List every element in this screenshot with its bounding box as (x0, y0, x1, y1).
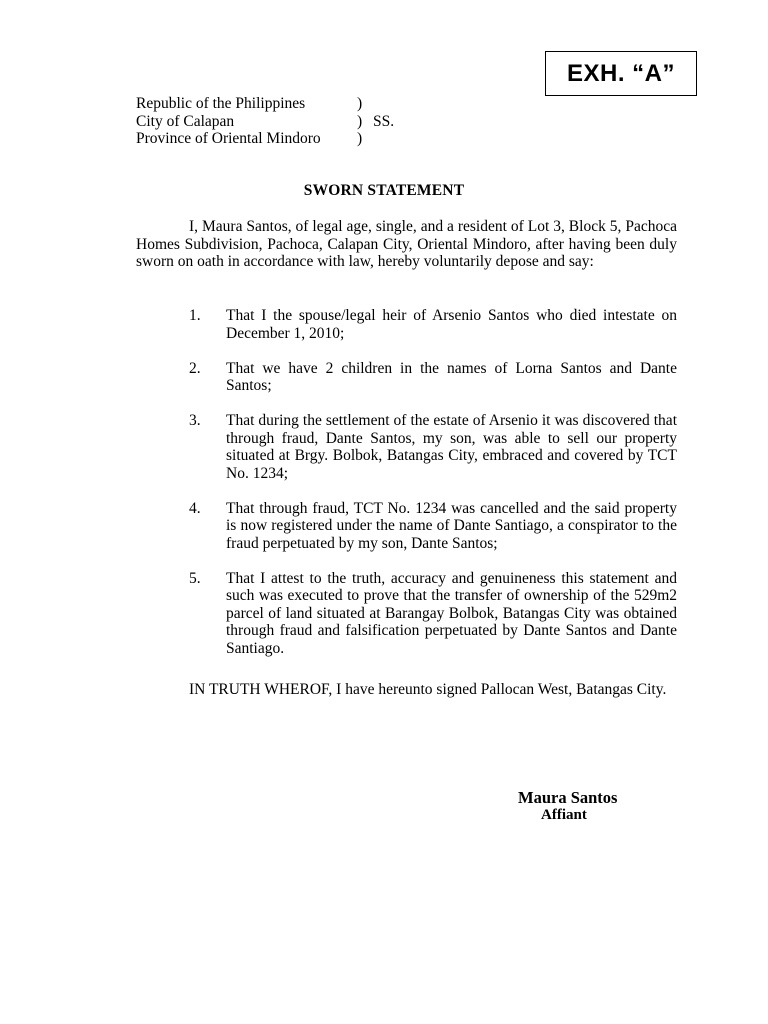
item-number: 5. (189, 569, 201, 587)
venue-place: City of Calapan (136, 112, 235, 130)
venue-row-republic (136, 95, 394, 113)
signatory-title: Affiant (541, 807, 587, 823)
item-text: That we have 2 children in the names of Lorna Santos and Dante Santos; (226, 359, 677, 394)
venue-block (136, 95, 394, 148)
item-number: 1. (189, 307, 201, 324)
venue-ss: SS. (373, 112, 395, 130)
exhibit-label: EXH. “A” (566, 59, 675, 87)
intro-paragraph: I, Maura Santos, of legal age, single, and a resident of Lot 3, Block 5, Pachoca Homes Subdivision, Pachoca, Calapan City, Oriental Mindoro, after having been duly sworn on oath in accordance with law, hereby voluntarily depose and say: (136, 218, 677, 270)
closing-paragraph: IN TRUTH WHEROF, I have hereunto signed Pallocan West, Batangas City. (189, 681, 667, 698)
list-item (136, 570, 677, 658)
statement-list (136, 307, 677, 675)
venue-paren: ) (357, 95, 363, 112)
list-item (136, 412, 677, 482)
item-text: That during the settlement of the estate of Arsenio it was discovered that through fraud, Dante Santos, my son, was able to sell our property situated at Brgy. Bolbok, Batangas City, embraced and covered by TCT No. 1234; (226, 412, 677, 482)
item-number: 2. (189, 359, 201, 377)
exhibit-label-box (545, 51, 697, 96)
document-title: SWORN STATEMENT (303, 182, 465, 199)
venue-row-city (136, 113, 394, 131)
venue-place: Republic of the Philippines (136, 95, 306, 112)
venue-row-province (136, 130, 394, 148)
signatory-name: Maura Santos (518, 788, 618, 807)
list-item (136, 500, 677, 553)
venue-paren: ) (357, 130, 363, 147)
item-number: 3. (189, 412, 201, 429)
venue-paren: ) (357, 112, 363, 130)
item-text: That through fraud, TCT No. 1234 was cancelled and the said property is now registered under the name of Dante Santiago, a conspirator to the fraud perpetuated by my son, Dante Santos; (226, 499, 677, 552)
item-text: That I the spouse/legal heir of Arsenio Santos who died intestate on December 1, 2010; (226, 307, 677, 342)
list-item (136, 307, 677, 342)
item-number: 4. (189, 499, 201, 517)
list-item (136, 360, 677, 395)
item-text: That I attest to the truth, accuracy and genuineness this statement and such was executed to prove that the transfer of ownership of the 529m2 parcel of land situated at Barangay Bolbok, Batangas City was obtained through fraud and falsification perpetuated by Dante Santos and Dante Santiago. (226, 569, 677, 657)
venue-place: Province of Oriental Mindoro (136, 130, 321, 147)
